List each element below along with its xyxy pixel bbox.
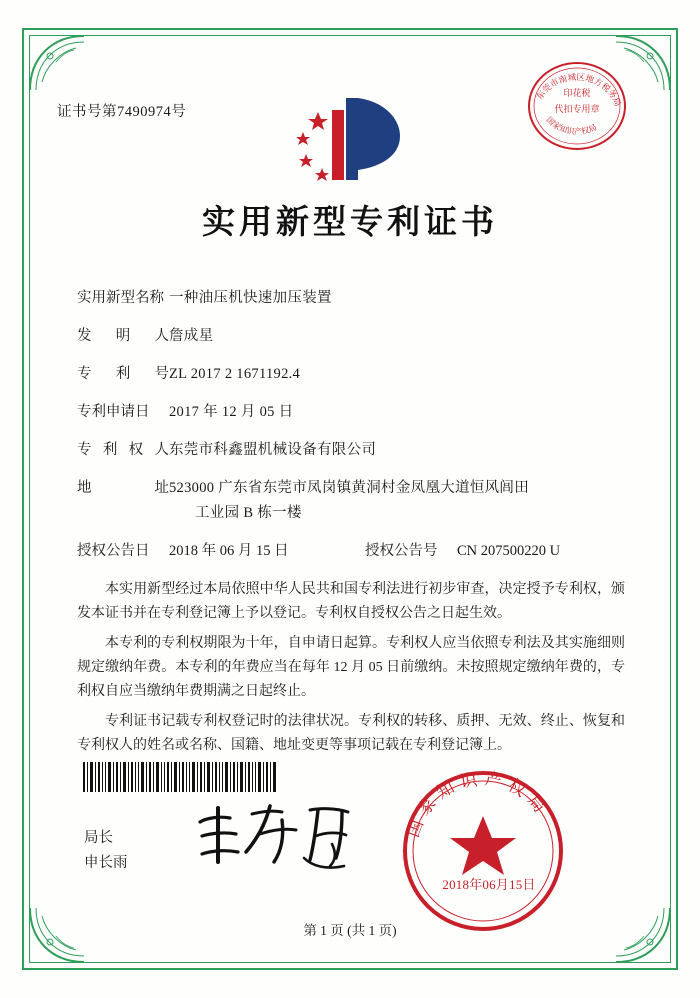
field-label-char: 专 (77, 442, 92, 459)
svg-text:国家知识产权局: 国家知识产权局 (544, 115, 599, 137)
page-footer: 第 1 页 (共 1 页) (303, 923, 397, 938)
field-label (77, 478, 169, 499)
field-label-char: 人 (154, 328, 169, 345)
field-row-patent-number (77, 364, 637, 385)
field-label: 授权公告日 (77, 543, 150, 560)
field-label-char: 人 (154, 442, 169, 459)
field-row-utility-model-name (77, 288, 637, 309)
field-label-char: 明 (115, 328, 131, 345)
barcode (83, 762, 279, 792)
field-label (77, 364, 169, 385)
field-value: 2018 年 06 月 15 日 (169, 543, 289, 560)
field-label (77, 440, 169, 461)
field-value-line2: 工业园 B 栋一楼 (195, 505, 302, 522)
official-seal (400, 768, 566, 934)
field-row-grant-publication (77, 541, 637, 562)
field-label: 授权公告号 (365, 543, 438, 560)
field-label-char: 地 (77, 480, 92, 497)
page-title: 实用新型专利证书 (202, 205, 498, 241)
field-row-patentee (77, 440, 637, 461)
cnipa-emblem-icon (288, 90, 412, 186)
svg-text:国家知识产权局: 国家知识产权局 (403, 769, 554, 840)
field-value: 东莞市科鑫盟机械设备有限公司 (169, 442, 377, 459)
legal-paragraph: 本实用新型经过本局依照中华人民共和国专利法进行初步审查，决定授予专利权，颁发本证书并在专利登记簿上予以登记。专利权自授权公告之日起生效。 (77, 582, 625, 622)
field-label (77, 326, 169, 347)
field-value: 2017 年 12 月 05 日 (169, 404, 294, 421)
field-row-address (77, 478, 637, 524)
field-label-char: 发 (77, 328, 92, 345)
field-value: 一种油压机快速加压装置 (169, 290, 332, 306)
field-label-char: 号 (154, 366, 169, 383)
certificate-fields (77, 288, 637, 572)
field-label: 实用新型名称 (77, 290, 164, 306)
field-label-char: 址 (154, 480, 169, 497)
certificate-number: 证书号第7490974号 (57, 104, 187, 120)
grant-date-group (77, 541, 349, 562)
legal-body-text (77, 578, 625, 765)
field-label-char: 利 (115, 366, 131, 383)
field-row-application-date (77, 402, 637, 423)
field-label-char: 权 (128, 442, 144, 459)
field-value: ZL 2017 2 1671192.4 (169, 366, 301, 383)
seal-date: 2018年06月15日 (442, 877, 536, 892)
tax-stamp-seal (524, 56, 630, 156)
publication-number-group (349, 541, 637, 562)
legal-paragraph: 专利证书记载专利权登记时的法律状况。专利权的转移、质押、无效、终止、恢复和专利权人的姓名或名称、国籍、地址变更等事项记载在专利登记簿上。 (77, 714, 625, 754)
field-value: CN 207500220 U (457, 543, 561, 560)
signature-block (84, 826, 128, 875)
field-row-inventor (77, 326, 637, 347)
field-label-char: 利 (102, 442, 118, 459)
legal-paragraph: 本专利的专利权期限为十年，自申请日起算。专利权人应当依照专利法及其实施细则规定缴纳年费。本专利的年费应当在每年 12 月 05 日前缴纳。未按照规定缴纳年费的，专利权自应当缴纳年费期满之日起终止。 (77, 636, 625, 700)
svg-text:东莞市南城区地方税务局: 东莞市南城区地方税务局 (534, 71, 624, 108)
svg-text:代扣专用章: 代扣专用章 (554, 104, 600, 114)
handwritten-signature-icon (186, 800, 376, 874)
director-name-label: 申长雨 (84, 854, 128, 871)
field-label: 专利申请日 (77, 404, 150, 421)
field-value: 詹成星 (169, 328, 214, 345)
director-title-label: 局长 (84, 830, 113, 846)
svg-text:印花税: 印花税 (563, 88, 591, 98)
field-label-char: 专 (77, 366, 92, 383)
field-value (169, 478, 637, 524)
field-value-line1: 523000 广东省东莞市凤岗镇黄洞村金凤凰大道恒风闾田 (169, 480, 530, 497)
